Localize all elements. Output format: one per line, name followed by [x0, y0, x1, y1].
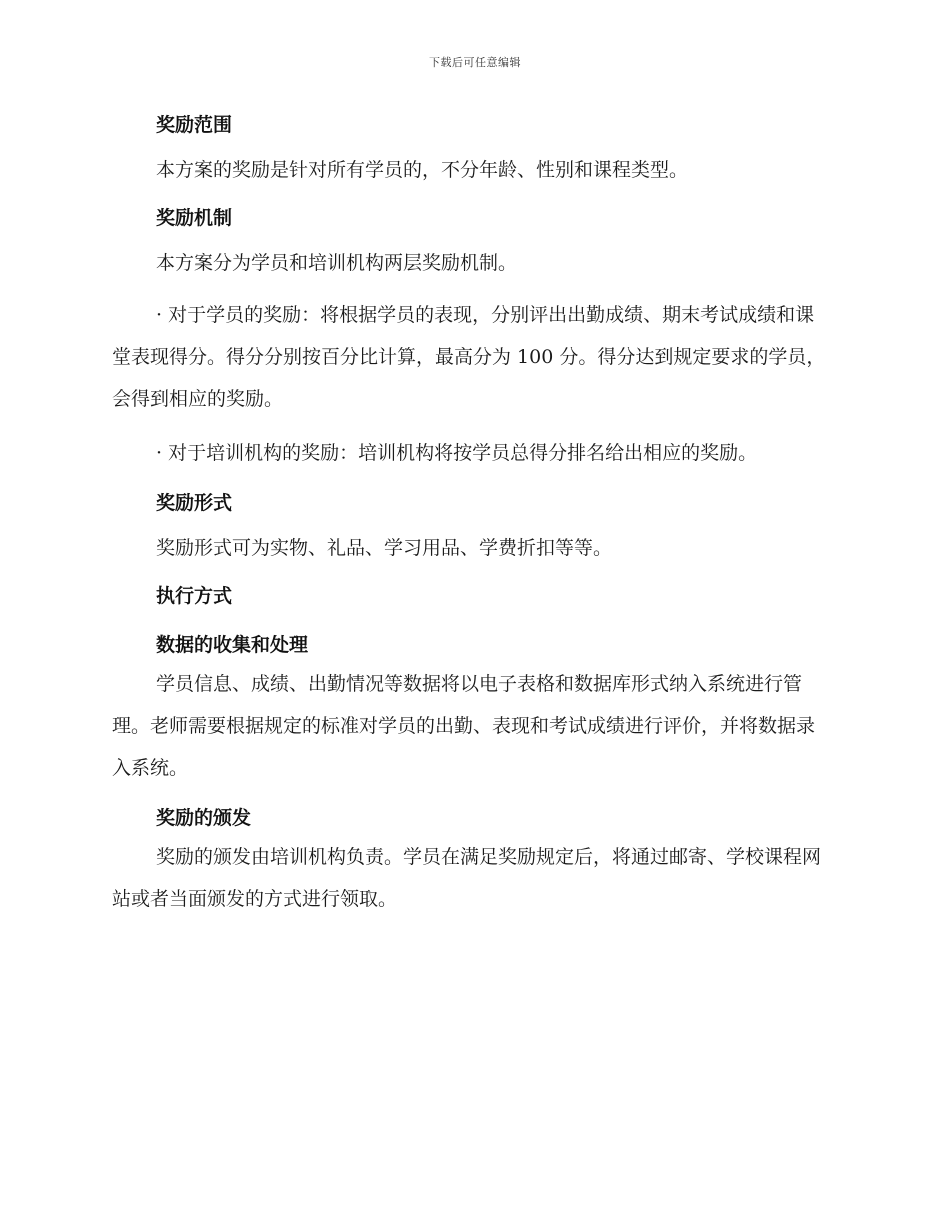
page-header: 下载后可任意编辑	[429, 56, 521, 69]
paragraph-reward-distribution: 奖励的颁发由培训机构负责。学员在满足奖励规定后，将通过邮寄、学校课程网站或者当面颁发的方式进行领取。	[112, 846, 822, 910]
spacer	[112, 614, 832, 628]
paragraph-institution-reward: · 对于培训机构的奖励：培训机构将按学员总得分排名给出相应的奖励。	[156, 442, 758, 464]
section-heading-reward-scope: 奖励范围	[156, 114, 233, 136]
document-body	[112, 108, 832, 932]
section-heading-reward-distribution: 奖励的颁发	[156, 807, 252, 829]
section-heading-execution: 执行方式	[156, 585, 233, 607]
paragraph-data-collection: 学员信息、成绩、出勤情况等数据将以电子表格和数据库形式纳入系统进行管理。老师需要根据规定的标准对学员的出勤、表现和考试成绩进行评价，并将数据录入系统。	[112, 673, 816, 779]
section-heading-reward-mechanism: 奖励机制	[156, 207, 233, 229]
paragraph-student-reward: · 对于学员的奖励：将根据学员的表现，分别评出出勤成绩、期末考试成绩和课堂表现得分。得分分别按百分比计算，最高分为 100 分。得分达到规定要求的学员，会得到相应的奖励。	[112, 304, 826, 410]
paragraph-reward-form: 奖励形式可为实物、礼品、学习用品、学费折扣等等。	[156, 537, 613, 559]
paragraph-reward-scope: 本方案的奖励是针对所有学员的，不分年龄、性别和课程类型。	[156, 159, 689, 181]
section-heading-reward-form: 奖励形式	[156, 492, 233, 514]
section-heading-data-collection: 数据的收集和处理	[156, 634, 309, 656]
paragraph-reward-mechanism: 本方案分为学员和培训机构两层奖励机制。	[156, 252, 518, 274]
